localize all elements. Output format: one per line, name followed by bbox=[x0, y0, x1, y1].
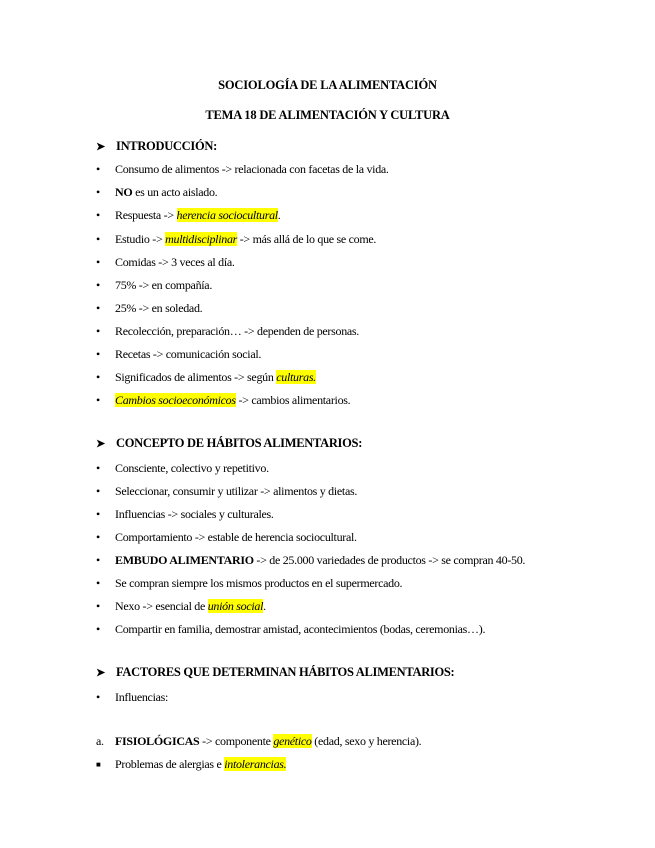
document-title: SOCIOLOGÍA DE LA ALIMENTACIÓN bbox=[218, 78, 437, 92]
bullet-icon: • bbox=[96, 185, 100, 199]
section-heading-concepto: ➤ CONCEPTO DE HÁBITOS ALIMENTARIOS: bbox=[96, 436, 363, 450]
bullet-icon: • bbox=[96, 162, 100, 176]
highlight: multidisciplinar bbox=[165, 232, 238, 246]
list-item: • NO es un acto aislado. bbox=[96, 185, 218, 199]
list-item: • Influencias: bbox=[96, 690, 169, 704]
arrow-bullet-icon: ➤ bbox=[96, 438, 105, 450]
bullet-icon: • bbox=[96, 461, 100, 475]
highlight: intolerancias. bbox=[224, 757, 287, 771]
list-item: • 75% -> en compañía. bbox=[96, 278, 213, 292]
bullet-icon: • bbox=[96, 484, 100, 498]
highlight: genético bbox=[273, 734, 312, 748]
square-bullet-icon: ■ bbox=[96, 760, 101, 769]
list-item: ■ Problemas de alergias e intolerancias. bbox=[96, 757, 287, 771]
bullet-icon: • bbox=[96, 599, 100, 613]
bullet-icon: • bbox=[96, 393, 100, 407]
list-item: • Estudio -> multidisciplinar -> más allá de lo que se come. bbox=[96, 232, 377, 246]
highlight: unión social bbox=[207, 599, 264, 613]
highlight: culturas. bbox=[276, 370, 316, 384]
bullet-icon: • bbox=[96, 370, 100, 384]
bullet-icon: • bbox=[96, 255, 100, 269]
bullet-icon: • bbox=[96, 576, 100, 590]
section-heading-introduccion: ➤ INTRODUCCIÓN: bbox=[96, 139, 217, 153]
bullet-icon: • bbox=[96, 278, 100, 292]
list-item: • Respuesta -> herencia sociocultural. bbox=[96, 208, 281, 222]
highlight: herencia sociocultural bbox=[176, 208, 278, 222]
list-item: • Consciente, colectivo y repetitivo. bbox=[96, 461, 269, 475]
bullet-icon: • bbox=[96, 301, 100, 315]
list-item: • Consumo de alimentos -> relacionada con facetas de la vida. bbox=[96, 162, 389, 176]
bullet-icon: • bbox=[96, 232, 100, 246]
bullet-icon: • bbox=[96, 690, 100, 704]
arrow-bullet-icon: ➤ bbox=[96, 667, 105, 679]
list-item: • Comidas -> 3 veces al día. bbox=[96, 255, 235, 269]
list-item: • EMBUDO ALIMENTARIO -> de 25.000 variedades de productos -> se compran 40-50. bbox=[96, 553, 526, 567]
section-heading-factores: ➤ FACTORES QUE DETERMINAN HÁBITOS ALIMENTARIOS: bbox=[96, 665, 455, 679]
arrow-bullet-icon: ➤ bbox=[96, 141, 105, 153]
list-marker: a. bbox=[96, 734, 104, 748]
list-item: • Nexo -> esencial de unión social. bbox=[96, 599, 266, 613]
document-subtitle: TEMA 18 DE ALIMENTACIÓN Y CULTURA bbox=[205, 108, 450, 122]
list-item: • Significados de alimentos -> según culturas. bbox=[96, 370, 316, 384]
bullet-icon: • bbox=[96, 530, 100, 544]
list-item: a. FISIOLÓGICAS -> componente genético (edad, sexo y herencia). bbox=[96, 734, 422, 748]
bullet-icon: • bbox=[96, 622, 100, 636]
list-item: • Recetas -> comunicación social. bbox=[96, 347, 262, 361]
list-item: • Recolección, preparación… -> dependen de personas. bbox=[96, 324, 359, 338]
bullet-icon: • bbox=[96, 208, 100, 222]
list-item: • Se compran siempre los mismos productos en el supermercado. bbox=[96, 576, 403, 590]
list-item: • Seleccionar, consumir y utilizar -> alimentos y dietas. bbox=[96, 484, 358, 498]
list-item: • 25% -> en soledad. bbox=[96, 301, 203, 315]
bullet-icon: • bbox=[96, 553, 100, 567]
list-item: • Compartir en familia, demostrar amistad, acontecimientos (bodas, ceremonias…). bbox=[96, 622, 486, 636]
highlight: Cambios socioeconómicos bbox=[115, 393, 236, 407]
list-item: • Comportamiento -> estable de herencia sociocultural. bbox=[96, 530, 357, 544]
list-item: • Influencias -> sociales y culturales. bbox=[96, 507, 274, 521]
list-item: • Cambios socioeconómicos -> cambios alimentarios. bbox=[96, 393, 351, 407]
bullet-icon: • bbox=[96, 324, 100, 338]
bullet-icon: • bbox=[96, 347, 100, 361]
bullet-icon: • bbox=[96, 507, 100, 521]
